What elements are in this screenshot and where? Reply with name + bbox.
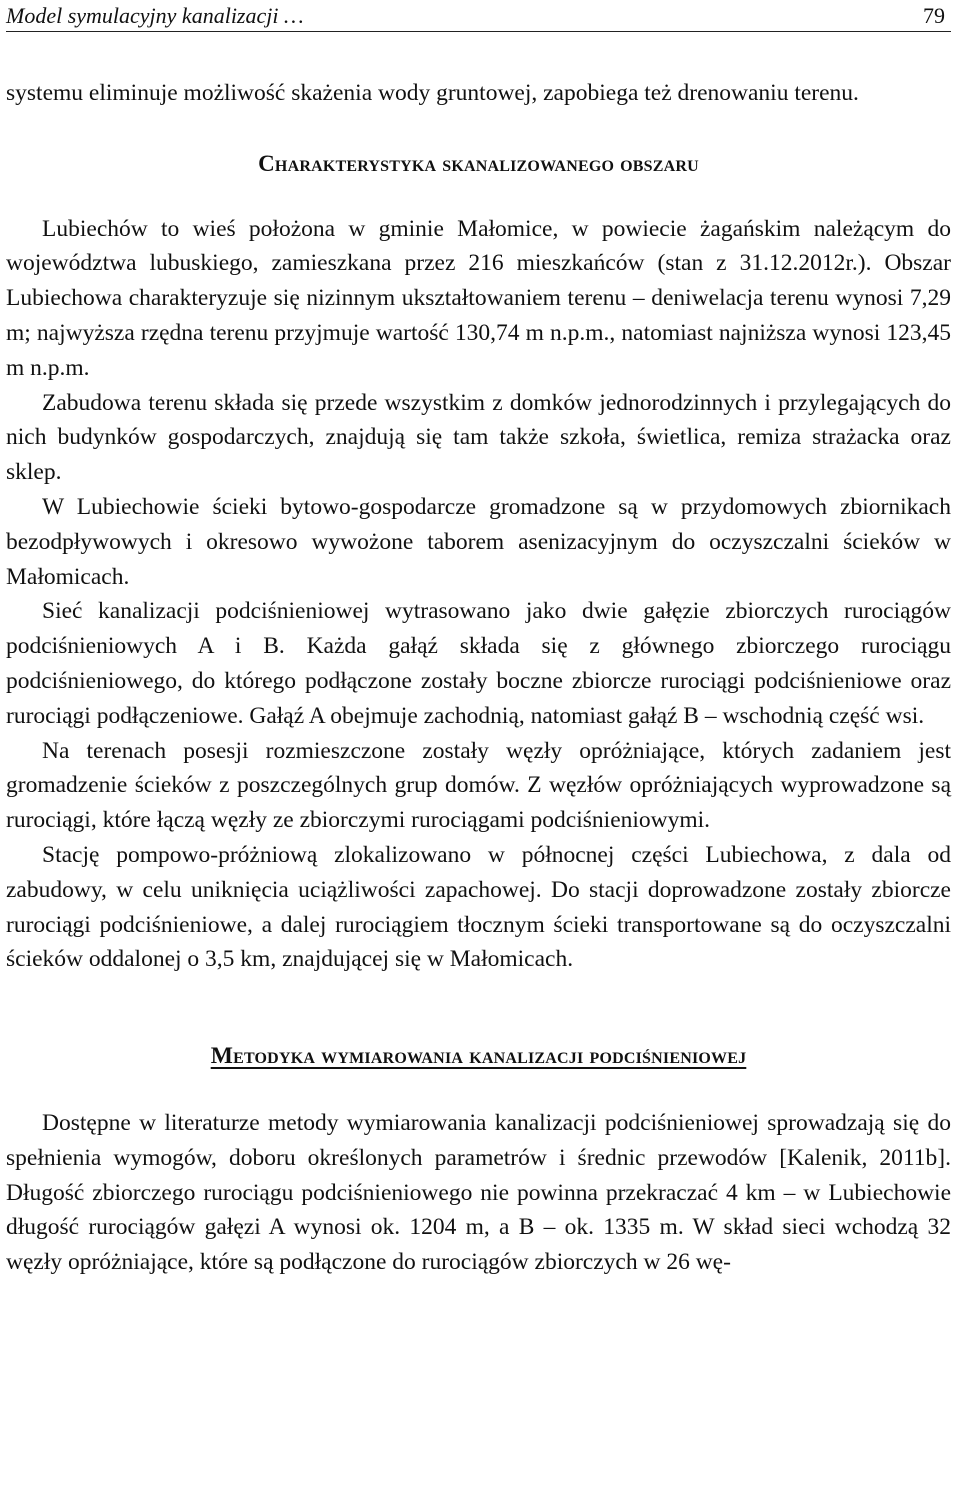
paragraph: W Lubiechowie ścieki bytowo-gospodarcze gromadzone są w przydomowych zbiornikach bezodpływowych i okresowo wywożone taborem asenizacyjnym do oczyszczalni ścieków w Małomicach. <box>6 493 951 590</box>
paragraph: Lubiechów to wieś położona w gminie Małomice, w powiecie żagańskim należącym do województwa lubuskiego, zamieszkana przez 216 mieszkańców (stan z 31.12.2012r.). Obszar Lubiechowa charakteryzuje się nizinnym ukształtowaniem terenu – deniwelacja terenu wynosi 7,29 m; najwyższa rzędna terenu przyjmuje wartość 130,74 m n.p.m., natomiast najniższa wynosi 123,45 m n.p.m. <box>6 215 951 381</box>
running-title: Model symulacyjny kanalizacji … <box>6 3 304 28</box>
document-page <box>6 0 951 1280</box>
body-text <box>6 76 951 1280</box>
section-heading-area-characteristics: Charakterystyka skanalizowanego obszaru <box>258 150 699 176</box>
running-header <box>6 0 951 32</box>
paragraph: Na terenach posesji rozmieszczone zostały węzły opróżniające, których zadaniem jest gromadzenie ścieków z poszczególnych grup domów. Z węzłów opróżniających wyprowadzone są rurociągi, które łączą węzły ze zbiorczymi rurociągami podciśnieniowymi. <box>6 737 951 834</box>
page-number: 79 <box>923 3 945 28</box>
paragraph-continued: systemu eliminuje możliwość skażenia wody gruntowej, zapobiega też drenowaniu terenu. <box>6 80 859 106</box>
paragraph: Stację pompowo-próżniową zlokalizowano w północnej części Lubiechowa, z dala od zabudowy, w celu uniknięcia uciążliwości zapachowej. Do stacji doprowadzone zostały zbiorcze rurociągi podciśnieniowe, a dalej rurociągiem tłocznym ścieki transportowane są do oczyszczalni ścieków oddalonej o 3,5 km, znajdującej się w Małomicach. <box>6 841 951 973</box>
paragraph: Sieć kanalizacji podciśnieniowej wytrasowano jako dwie gałęzie zbiorczych rurociągów podciśnieniowych A i B. Każda gałąź składa się z głównego zbiorczego rurociągu podciśnieniowego, do którego podłączone zostały boczne zbiorcze rurociągi podciśnieniowe oraz rurociągi podłączeniowe. Gałąź A obejmuje zachodnią, natomiast gałąź B – wschodnią część wsi. <box>6 598 951 729</box>
paragraph: Dostępne w literaturze metody wymiarowania kanalizacji podciśnieniowej sprowadzają się do spełnienia wymogów, doboru określonych parametrów i średnic przewodów [Kalenik, 2011b]. Długość zbiorczego rurociągu podciśnieniowego nie powinna przekraczać 4 km – w Lubiechowie długość rurociągów gałęzi A wynosi ok. 1204 m, a B – ok. 1335 m. W skład sieci wchodzą 32 węzły opróżniające, które są podłączone do rurociągów zbiorczych w 26 wę- <box>6 1109 951 1276</box>
paragraph: Zabudowa terenu składa się przede wszystkim z domków jednorodzinnych i przylegających do nich budynków gospodarczych, znajdują się tam także szkoła, świetlica, remiza strażacka oraz sklep. <box>6 389 951 486</box>
section-heading-methodology: Metodyka wymiarowania kanalizacji podciśnieniowej <box>210 1043 747 1070</box>
